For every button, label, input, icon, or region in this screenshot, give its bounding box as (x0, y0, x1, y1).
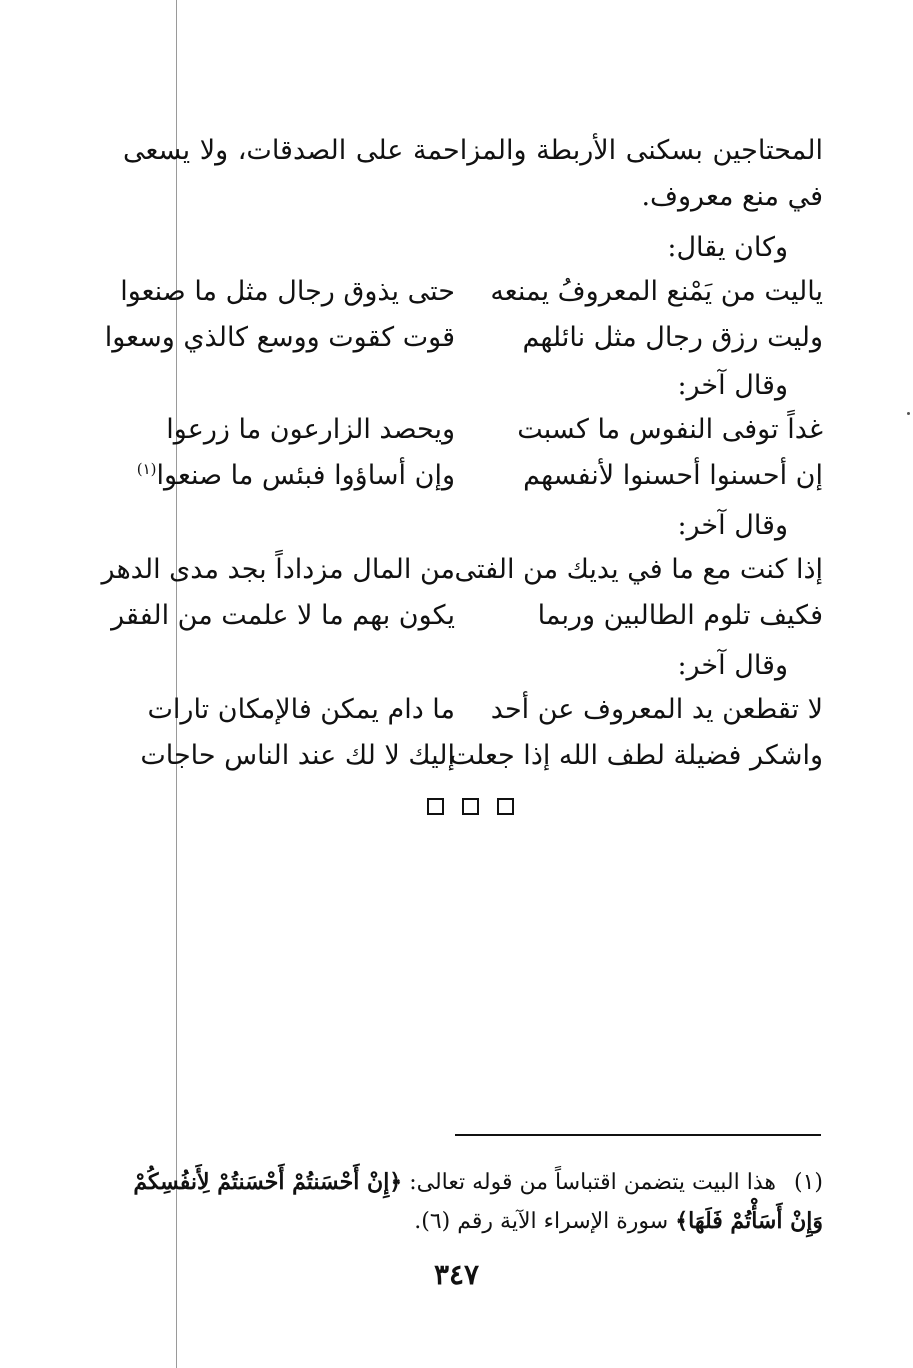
verse-hemistich-left: يكون بهم ما لا علمت من الفقر (111, 600, 455, 631)
verse-hemistich-left: ويحصد الزارعون ما زرعوا (166, 414, 455, 445)
scan-speck (907, 412, 910, 415)
footnote (123, 1163, 823, 1241)
verse-hemistich-right: إذا كنت مع ما في يديك من الفتى (454, 554, 823, 585)
separator-square (462, 798, 479, 815)
verse-hemistich-left (125, 456, 455, 496)
footnote-marker: (١) (136, 460, 157, 478)
verse-hemistich-right: لا تقطعن يد المعروف عن أحد (490, 694, 823, 725)
footnote-source: سورة الإسراء الآية رقم (٦). (414, 1209, 669, 1234)
verse-text: وإن أساؤوا فبئس ما صنعوا (156, 460, 455, 491)
footnote-text: هذا البيت يتضمن اقتباساً من قوله تعالى: (409, 1170, 776, 1195)
section-intro: وقال آخر: (677, 370, 788, 401)
section-intro: وقال آخر: (677, 510, 788, 541)
section-intro: وكان يقال: (667, 232, 788, 263)
separator-square (427, 798, 444, 815)
verse-hemistich-right: واشكر فضيلة لطف الله إذا جعلت (449, 740, 823, 771)
footnote-number: (١) (793, 1170, 823, 1195)
verse-hemistich-right: غداً توفى النفوس ما كسبت (517, 414, 823, 445)
footnote-rule (455, 1134, 821, 1136)
verse-hemistich-left: من المال مزداداً بجد مدى الدهر (101, 554, 455, 585)
separator-square (497, 798, 514, 815)
opening-paragraph: المحتاجين بسكنى الأربطة والمزاحمة على الصدقات، ولا يسعى في منع معروف. (123, 135, 823, 212)
verse-hemistich-right: وليت رزق رجال مثل نائلهم (522, 322, 823, 353)
section-intro: وقال آخر: (677, 650, 788, 681)
verse-hemistich-right: إن أحسنوا أحسنوا لأنفسهم (523, 460, 823, 491)
verse-hemistich-left: حتى يذوق رجال مثل ما صنعوا (120, 276, 455, 307)
verse-hemistich-left: ما دام يمكن فالإمكان تارات (147, 694, 455, 725)
page-number: ٣٤٧ (433, 1258, 480, 1291)
section-separator (427, 798, 514, 815)
verse-hemistich-right: فكيف تلوم الطالبين وربما (537, 600, 823, 631)
quran-quote: ﴿إِنْ أَحْسَنتُمْ أَحْسَنتُمْ لِأَنفُسِكُمْ وَإِنْ أَسَأْتُمْ فَلَهَا﴾ (133, 1169, 823, 1234)
verse-hemistich-left: إليك لا لك عند الناس حاجات (140, 740, 455, 771)
verse-hemistich-left: قوت كقوت ووسع كالذي وسعوا (104, 322, 455, 353)
verse-hemistich-right: ياليت من يَمْنع المعروفُ يمنعه (490, 276, 823, 307)
